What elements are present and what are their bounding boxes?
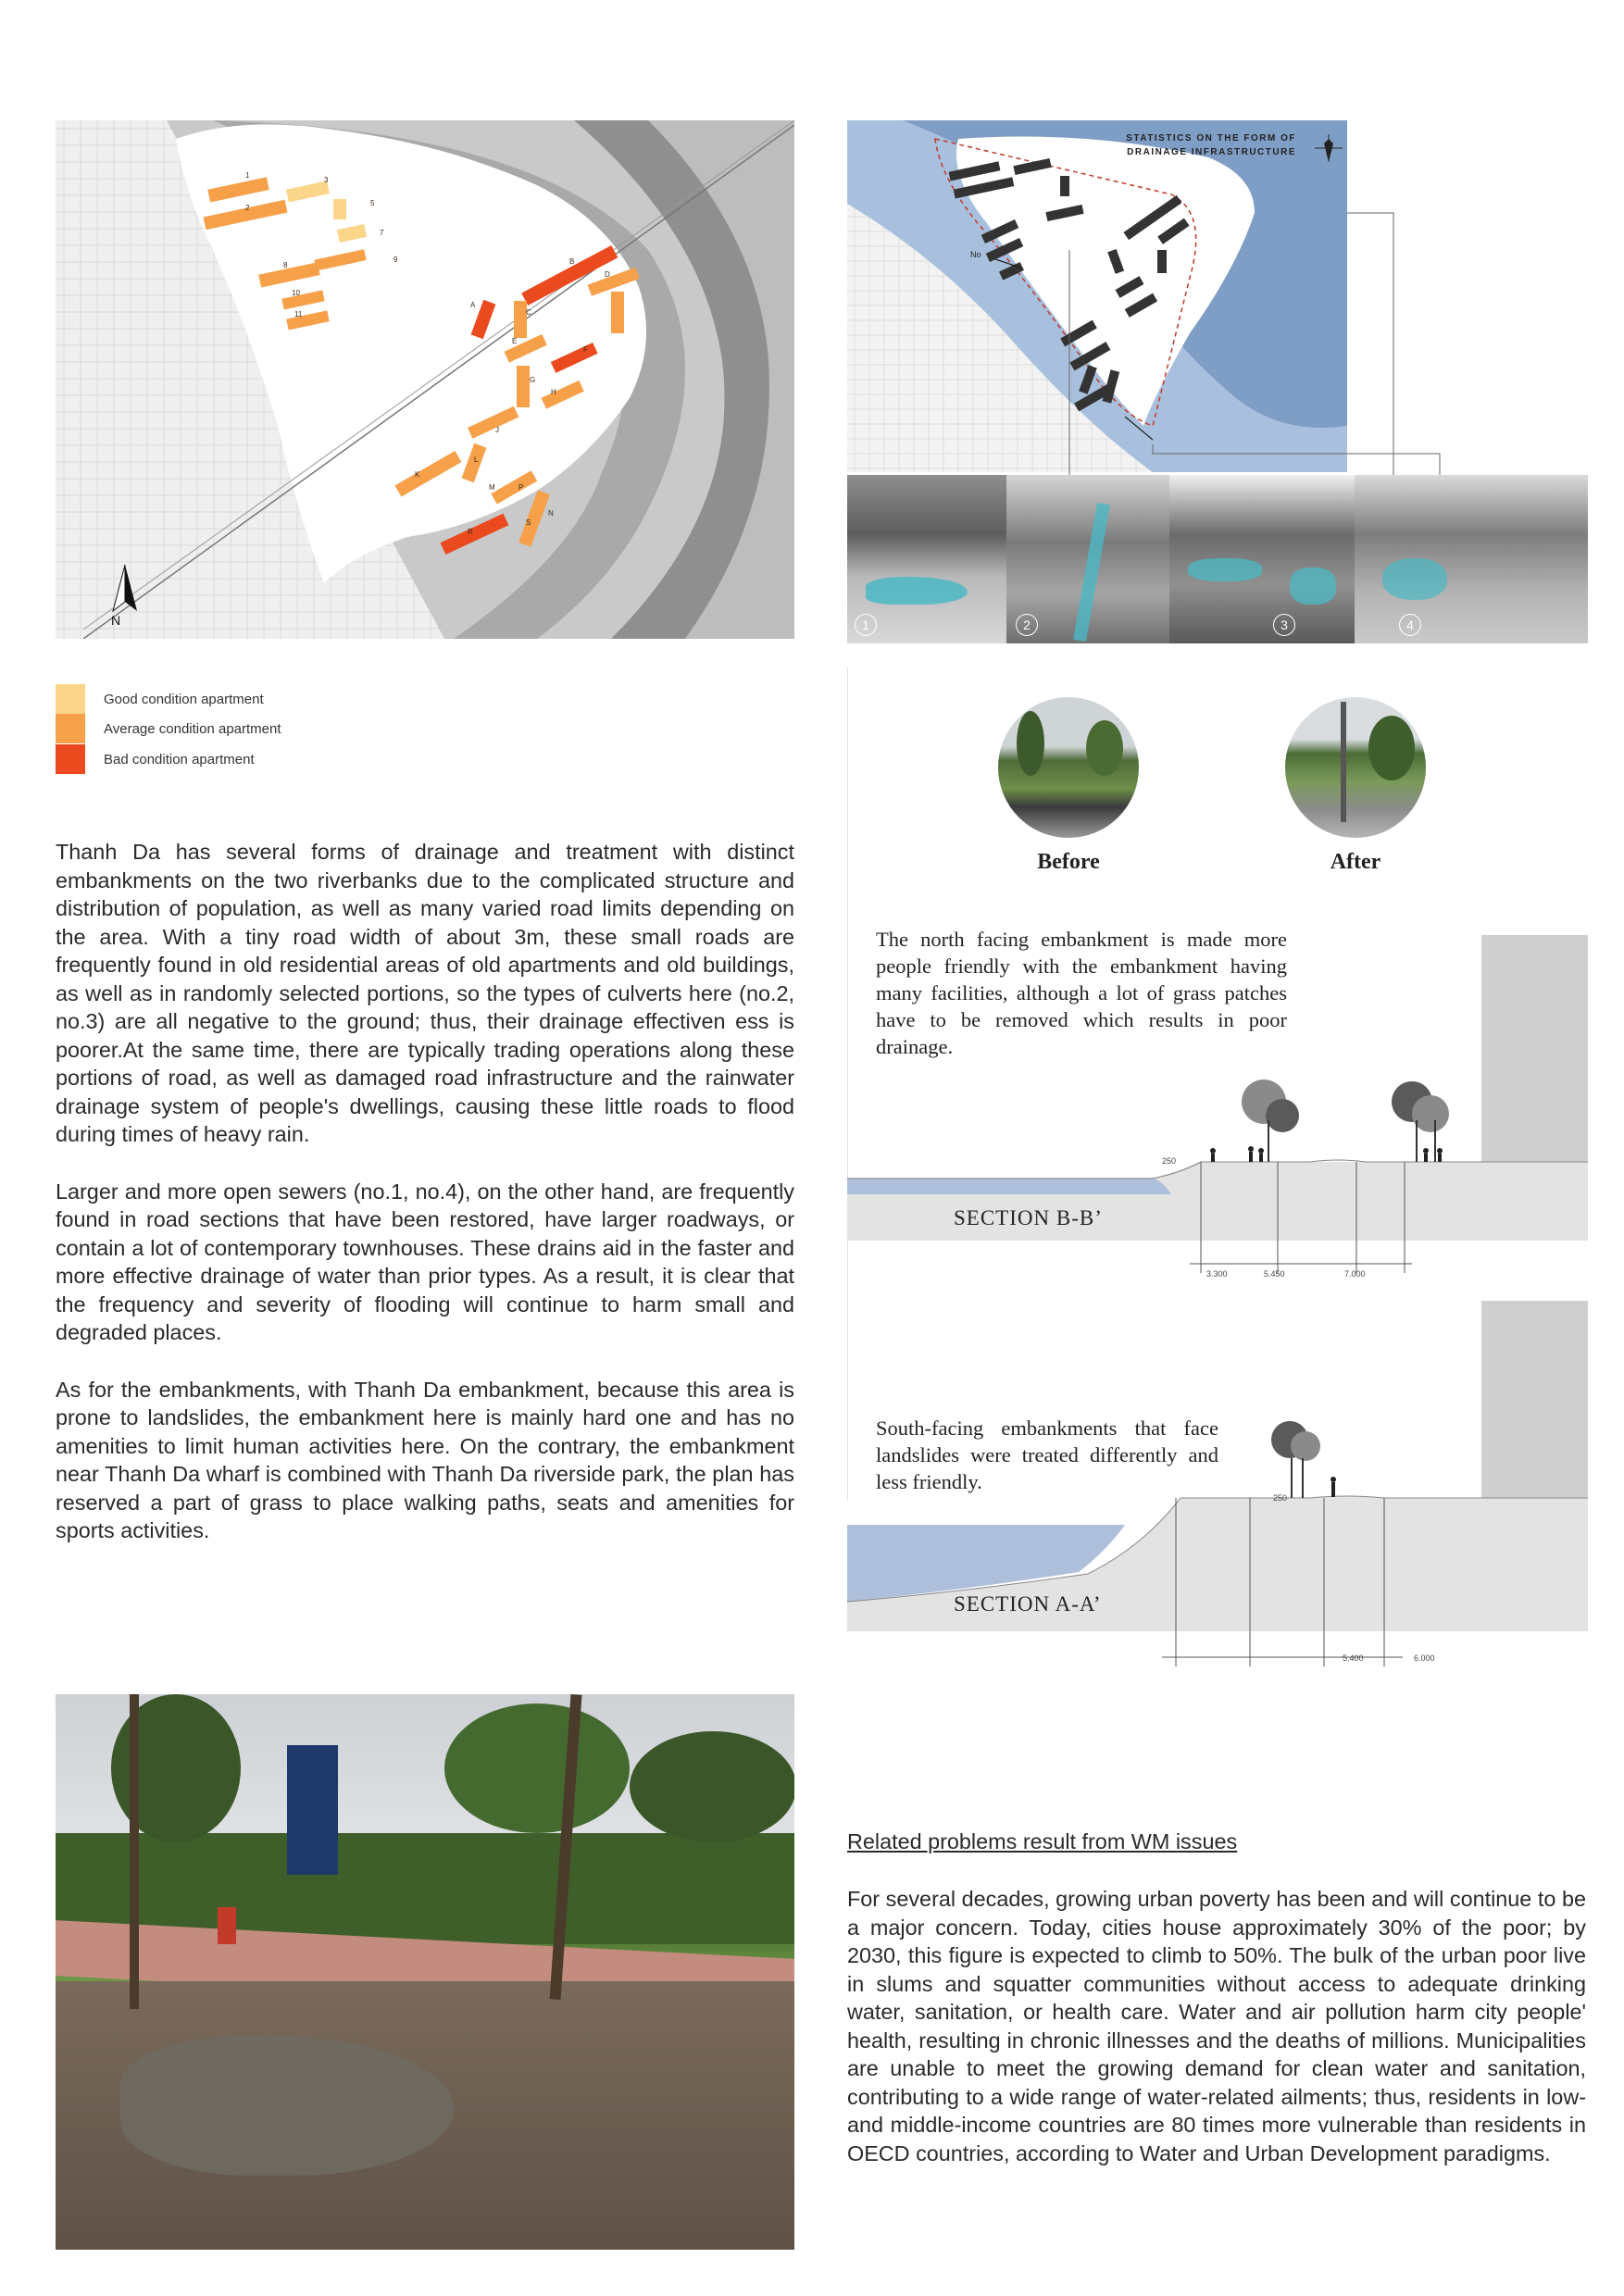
- person-icon: [1330, 1477, 1336, 1497]
- paragraph-open-sewers: Larger and more open sewers (no.1, no.4), on the other hand, are frequently found in road sections that have been restored, have larger roadways, or contain a lot of contemporary townhouses. These drains aid in the faster and more effective drainage of water than prior types. As a result, it is clear that the frequency and severity of flooding will continue to harm small and degraded places.: [56, 1179, 794, 1344]
- map-building-label: A: [470, 301, 476, 309]
- map-building-label: M: [489, 483, 495, 492]
- section-aa-label: SECTION A-A’: [954, 1592, 1102, 1616]
- section-bb-dim-3: 7.000: [1344, 1269, 1366, 1279]
- map-building-label: S: [526, 518, 531, 527]
- section-bb-caption: The north facing embankment is made more people friendly with the embankment having many facilities, although a lot of grass patches have to be removed which results in poor drainage.: [876, 928, 1287, 1058]
- legend-label-bad: Bad condition apartment: [104, 751, 255, 767]
- legend-item-good: [56, 685, 264, 713]
- drainage-photo-1: [847, 475, 1006, 643]
- map-building-label: 3: [324, 176, 329, 184]
- apartment-block: [514, 301, 527, 338]
- section-bb-drawing: [847, 930, 1588, 1301]
- section-aa-dim-2: 6.000: [1414, 1653, 1435, 1663]
- drainage-map-title-line1: STATISTICS ON THE FORM OF: [1126, 133, 1296, 144]
- photo-number-4: 4: [1399, 614, 1421, 636]
- map-building-label: 10: [292, 289, 300, 297]
- map-building-label: D: [605, 270, 610, 279]
- map-building-label: 2: [245, 204, 250, 212]
- map-building-label: L: [474, 455, 479, 464]
- section-aa-caption: South-facing embankments that face landslides were treated differently and less friendly.: [876, 1416, 1218, 1493]
- map-building-label: F: [583, 345, 588, 354]
- related-heading: Related problems result from WM issues: [847, 1829, 1238, 1853]
- map-building-label: B: [569, 257, 575, 266]
- legend-swatch-bad: [56, 744, 85, 774]
- map-building-label: R: [468, 528, 473, 536]
- legend-swatch-good: [56, 684, 85, 714]
- map-building-label: 7: [380, 229, 384, 237]
- photo-number-1: 1: [855, 614, 877, 636]
- map-building-label: K: [415, 470, 420, 479]
- drainage-photo-strip: [847, 475, 1588, 643]
- legend-item-bad: [56, 745, 255, 773]
- drainage-photo-3: [1169, 475, 1355, 643]
- map-building-label: E: [512, 337, 518, 345]
- apartment-block: [611, 292, 624, 333]
- apartment-block: [517, 366, 530, 407]
- photo-number-2: 2: [1016, 614, 1038, 636]
- paragraph-drainage-forms: Thanh Da has several forms of drainage and treatment with distinct embankments on the two riverbanks due to the complicated structure and distribution of population, as well as many varied road limits depending on the area. With a tiny road width of about 3m, these small roads are frequently found in old residential areas of old apartments and old buildings, as well as in randomly selected portions, so the types of culverts here (no.2, no.3) are all negative to the ground; thus, their drainage effectiven ess is poorer.At the same time, there are typically trading operations along these portions of road, as well as damaged road infrastructure and the rainwater drainage system of people's dwellings, causing these little roads to flood during times of heavy rain.: [56, 840, 794, 1146]
- after-label: After: [1330, 850, 1381, 874]
- section-bb-dim-1: 3.300: [1206, 1269, 1228, 1279]
- before-label: Before: [1037, 850, 1100, 874]
- section-aa-level: 250: [1273, 1493, 1288, 1503]
- map-building-label: J: [495, 426, 499, 434]
- after-photo: [1285, 697, 1426, 838]
- map-building-label: 1: [245, 171, 250, 180]
- section-aa-dim-1: 5.400: [1343, 1653, 1364, 1663]
- map-building-label: G: [530, 376, 536, 384]
- drainage-point-label: No: [970, 250, 981, 259]
- section-bb-svg: [847, 930, 1588, 1301]
- map-building-label: 5: [370, 199, 375, 207]
- legend-label-good: Good condition apartment: [104, 691, 264, 707]
- map-building-label: H: [551, 388, 556, 396]
- map-building-label: 11: [294, 310, 303, 318]
- site-map-drawing: [56, 120, 794, 639]
- section-bb-dim-2: 5.450: [1264, 1269, 1285, 1279]
- map-building-label: P: [518, 483, 524, 492]
- section-bb-level: 250: [1162, 1156, 1177, 1166]
- map-building-label: 8: [283, 261, 288, 269]
- map-building-label: C: [526, 308, 531, 317]
- drainage-photo-2: [1006, 475, 1169, 643]
- related-body: For several decades, growing urban poverty has been and will continue to be a major concern. Today, cities house approximately 30% of the poor; by 2030, this figure is expected to climb to 50%. The bulk of the urban poor live in slums and squatter communities without access to adequate drinking water, sanitation, or health care. Water and air pollution harm city people' health, resulting in chronic illnesses and the deaths of millions. Municipalities are unable to meet the growing demand for clean water and sanitation, contributing to a wide range of water-related ailments; thus, residents in low- and middle-income countries are 80 times more vulnerable than residents in OECD countries, according to Water and Urban Development paradigms.: [847, 1887, 1586, 2165]
- photo-number-3: 3: [1273, 614, 1295, 636]
- map-building-label: N: [548, 509, 554, 518]
- apartment-block: [333, 199, 346, 219]
- section-bb-label: SECTION B-B’: [954, 1206, 1103, 1229]
- tree-icon: [1271, 1421, 1320, 1498]
- map-leader-lines: [847, 120, 1588, 491]
- before-photo: [998, 697, 1139, 838]
- map-building-label: 9: [394, 256, 398, 264]
- drainage-map-title-line2: DRAINAGE INFRASTRUCTURE: [1127, 147, 1296, 157]
- svg-text:N: N: [111, 613, 121, 628]
- riverside-park-photo: [56, 1694, 794, 2250]
- person-icon: [1210, 1146, 1443, 1162]
- drainage-photo-4: [1355, 475, 1588, 643]
- legend-item-average: [56, 715, 281, 742]
- paragraph-embankments: As for the embankments, with Thanh Da embankment, because this area is prone to landslides, the embankment here is mainly hard one and has no amenities to limit human activities here. On the contrary, the embankment near Thanh Da wharf is combined with Thanh Da riverside park, the plan has reserved a part of grass to place walking paths, seats and amenities for sports activities.: [56, 1377, 794, 1542]
- site-map: [56, 120, 794, 639]
- legend-label-average: Average condition apartment: [104, 720, 281, 737]
- legend-swatch-average: [56, 714, 85, 743]
- left-text-column: [56, 838, 794, 1545]
